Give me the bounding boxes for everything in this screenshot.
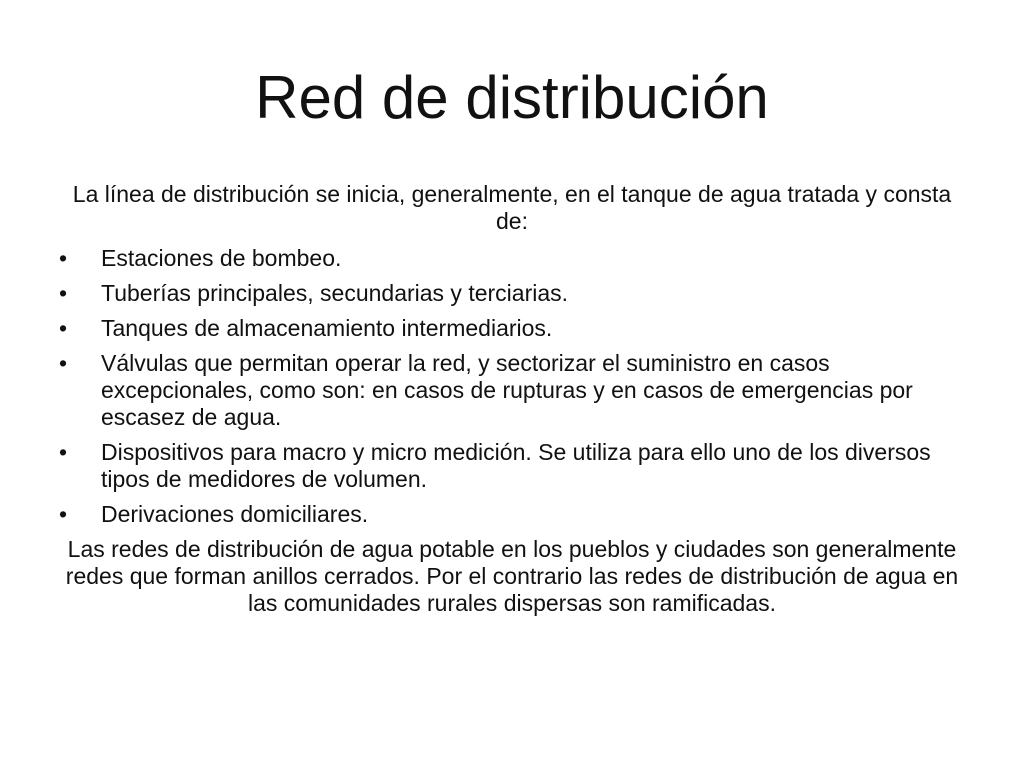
list-item-text: Derivaciones domiciliares. bbox=[101, 501, 369, 527]
bullet-icon: • bbox=[59, 280, 68, 306]
list-item bbox=[56, 280, 968, 307]
list-item-text: Tuberías principales, secundarias y terciarias. bbox=[101, 280, 569, 306]
bullet-icon: • bbox=[59, 439, 68, 465]
slide-content bbox=[56, 181, 968, 617]
bullet-list bbox=[56, 245, 968, 528]
list-item-text: Estaciones de bombeo. bbox=[101, 245, 342, 271]
slide-title: Red de distribución bbox=[255, 64, 769, 131]
list-item bbox=[56, 439, 968, 493]
bullet-icon: • bbox=[59, 245, 68, 271]
list-item-text: Dispositivos para macro y micro medición. Se utiliza para ello uno de los diversos tipos de medidores de volumen. bbox=[101, 439, 931, 492]
list-item bbox=[56, 315, 968, 342]
closing-paragraph: Las redes de distribución de agua potable en los pueblos y ciudades son generalmente redes que forman anillos cerrados. Por el contrario las redes de distribución de agua en las comunidades rurales dispersas son ramificadas. bbox=[65, 536, 959, 616]
bullet-icon: • bbox=[59, 315, 68, 341]
list-item-text: Válvulas que permitan operar la red, y sectorizar el suministro en casos excepcionales, como son: en casos de rupturas y en casos de emergencias por escasez de agua. bbox=[101, 350, 913, 430]
list-item bbox=[56, 245, 968, 272]
list-item bbox=[56, 350, 968, 431]
list-item-text: Tanques de almacenamiento intermediarios. bbox=[101, 315, 553, 341]
intro-paragraph: La línea de distribución se inicia, generalmente, en el tanque de agua tratada y consta de: bbox=[72, 181, 952, 234]
bullet-icon: • bbox=[59, 501, 68, 527]
bullet-icon: • bbox=[59, 350, 68, 376]
list-item bbox=[56, 501, 968, 528]
